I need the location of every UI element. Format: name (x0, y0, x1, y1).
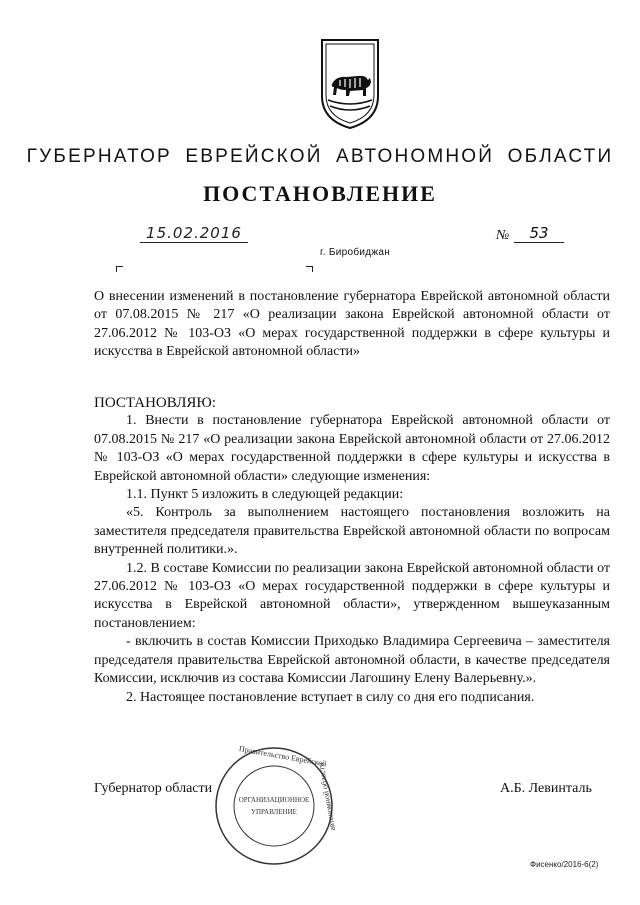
signatory-title: Губернатор области (94, 781, 213, 796)
svg-text:автономной области: автономной области (316, 761, 336, 832)
document-type: ПОСТАНОВЛЕНИЕ (203, 181, 437, 206)
svg-text:ОРГАНИЗАЦИОННОЕ: ОРГАНИЗАЦИОННОЕ (238, 796, 310, 804)
svg-text:Правительство Еврейской: Правительство Еврейской (238, 744, 328, 769)
executor-footnote: Фисенко/2016-6(2) (530, 860, 599, 869)
title-bracket-right (306, 266, 313, 272)
signatory-name: А.Б. Левинталь (500, 781, 592, 796)
decree-word: ПОСТАНОВЛЯЮ: (94, 395, 216, 411)
issuing-authority: ГУБЕРНАТОР ЕВРЕЙСКОЙ АВТОНОМНОЙ ОБЛАСТИ (26, 146, 614, 167)
number-label: № (496, 228, 510, 243)
coat-of-arms-emblem (320, 38, 380, 130)
paragraph-1-2: 1.2. В составе Комиссии по реализации закона Еврейской автономной области от 27.06.2012 № 103-ОЗ «О мерах государственной поддержки в сфере культуры и искусства в Еврейской автономной области», утвержденном вышеуказанным постановлением: (94, 560, 610, 631)
document-title (94, 288, 610, 362)
title-text: О внесении изменений в постановление губернатора Еврейской автономной области от 07.08.2015 № 217 «О реализации закона Еврейской автономной области от 27.06.2012 № 103-ОЗ «О мерах государственной поддержки в сфере культуры и искусства в Еврейской автономной области» (94, 289, 610, 360)
title-bracket-left (116, 266, 123, 272)
official-stamp (212, 744, 336, 868)
svg-text:УПРАВЛЕНИЕ: УПРАВЛЕНИЕ (251, 808, 297, 816)
document-number: 53 (514, 224, 564, 243)
paragraph-1-1-text: «5. Контроль за выполнением настоящего постановления возложить на заместителя председателя правительства Еврейской автономной области по вопросам внутренней политики.». (94, 505, 610, 558)
paragraph-1: 1. Внести в постановление губернатора Еврейской автономной области от 07.08.2015 № 217 «О реализации закона Еврейской автономной области от 27.06.2012 № 103-ОЗ «О мерах государственной поддержки в сфере культуры и искусства в Еврейской автономной области» следующие изменения: (94, 413, 610, 484)
paragraph-1-2-text: - включить в состав Комиссии Приходько Владимира Сергеевича – заместителя председателя правительства Еврейской автономной области, в качестве председателя Комиссии, исключив из состава Комиссии Лагошину Елену Валерьевну.». (94, 634, 610, 687)
document-body (94, 394, 610, 707)
paragraph-2: 2. Настоящее постановление вступает в силу со дня его подписания. (126, 689, 535, 705)
document-date: 15.02.2016 (140, 224, 248, 243)
paragraph-1-1: 1.1. Пункт 5 изложить в следующей редакции: (126, 487, 404, 503)
city: г. Биробиджан (320, 247, 391, 258)
